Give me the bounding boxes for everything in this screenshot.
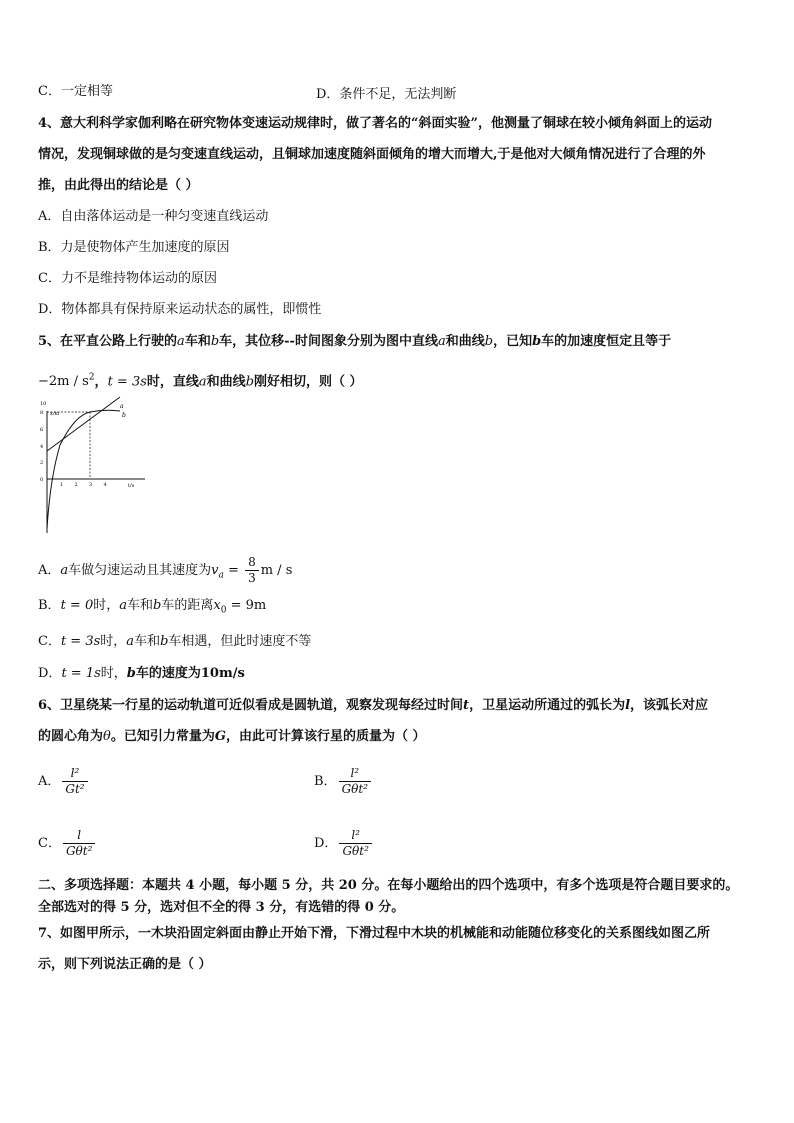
q7-stem-line1: 7、如图甲所示，一木块沿固定斜面由静止开始下滑，下滑过程中木块的机械能和动能随位移变化的关系图线如图乙所 (38, 926, 711, 941)
y-tick-label: 4 (40, 444, 44, 450)
q3-option-d: D．条件不足，无法判断 (316, 87, 457, 102)
q4-stem-line1: 4、意大利科学家伽利略在研究物体变速运动规律时，做了著名的“斜面实验”，他测量了铜球在较小倾角斜面上的运动 (38, 116, 713, 131)
q5-option-a: A．a车做匀速运动且其速度为$v_a$ = $\frac{8}{3}$ m / s (38, 555, 293, 585)
q6-option-c: C． $\frac{l}{\text{Gθt²}}$ (38, 824, 97, 864)
q5-stem-line2: $-2m / s^2$，t = 3s时，直线a和曲线b刚好相切，则（ ） (38, 373, 363, 390)
q5-stem-line1: 5、在平直公路上行驶的a车和b车，其位移--时间图象分别为图中直线a和曲线b，已知b车的加速度恒定且等于 (38, 334, 672, 349)
section2-heading-line1: 二、多项选择题：本题共 4 小题，每小题 5 分，共 20 分。在每小题给出的四个选项中，有多个选项是符合题目要求的。 (38, 878, 739, 893)
position-time-graph (40, 401, 150, 535)
q6-option-d: D． $\frac{\text{l²}}{\text{Gθt²}}$ (314, 824, 374, 864)
x-tick-labels (60, 482, 107, 488)
time-value: t = 3s (107, 374, 147, 390)
x-axis-label: t/s (128, 483, 135, 489)
option-d-fraction: $\frac{\text{l²}}{\text{Gθt²}}$ (339, 828, 371, 859)
line-a-label: a (120, 403, 124, 410)
q5-option-d: D．t = 1s时，b车的速度为10m/s (38, 666, 245, 681)
curve-b-label: b (122, 412, 126, 419)
line-a (47, 397, 120, 451)
acceleration-value: $-2m / s^2$ (38, 373, 95, 390)
q6-option-a: A． $\frac{\text{l²}}{\text{Gt²}}$ (38, 762, 90, 802)
q6-stem-line2: 的圆心角为θ。已知引力常量为G，由此可计算该行星的质量为（ ） (38, 729, 426, 744)
y-tick-label: 6 (40, 427, 44, 433)
var-b: b (484, 334, 494, 349)
x-tick-label: 2 (74, 482, 78, 488)
y-axis-label: x/m (50, 411, 60, 417)
q7-stem-line2: 示，则下列说法正确的是（ ） (38, 957, 212, 972)
q4-option-b: B．力是使物体产生加速度的原因 (38, 240, 230, 255)
x-tick-label: 3 (89, 482, 93, 488)
x-tick-label: 4 (103, 482, 107, 488)
q3-option-c: C．一定相等 (38, 84, 113, 99)
var-b-bold: b (532, 334, 542, 349)
q5-option-b: B．t = 0时，a车和b车的距离$x_0 = 9m$ (38, 598, 267, 616)
var-b: b (210, 334, 220, 349)
option-b-fraction: $\frac{\text{l²}}{\text{Gθt²}}$ (339, 766, 371, 797)
q4-stem-line2: 情况，发现铜球做的是匀变速直线运动，且铜球加速度随斜面倾角的增大而增大,于是他对大倾角情况进行了合理的外 (38, 147, 706, 162)
q4-option-a: A．自由落体运动是一种匀变速直线运动 (38, 209, 269, 224)
y-tick-label: 2 (40, 460, 44, 466)
q4-option-d: D．物体都具有保持原来运动状态的属性，即惯性 (38, 302, 322, 317)
section2-heading-line2: 全部选对的得 5 分，选对但不全的得 3 分，有选错的得 0 分。 (38, 900, 405, 915)
q4-option-c: C．力不是维持物体运动的原因 (38, 271, 217, 286)
var-a: a (437, 334, 446, 349)
q6-stem-line1: 6、卫星绕某一行星的运动轨道可近似看成是圆轨道，观察发现每经过时间t，卫星运动所通过的弧长为l，该弧长对应 (38, 698, 709, 713)
option-a-fraction: $\frac{\text{l²}}{\text{Gt²}}$ (62, 766, 87, 797)
y-tick-label: 0 (40, 477, 44, 483)
q4-stem-line3: 推，由此得出的结论是（ ） (38, 178, 199, 193)
velocity-fraction: $\frac{8}{3}$ (245, 555, 259, 586)
y-tick-labels (40, 401, 46, 483)
y-tick-label: 8 (40, 410, 44, 416)
x-tick-label: 1 (60, 482, 64, 488)
curve-b (47, 410, 120, 529)
q6-option-b: B． $\frac{\text{l²}}{\text{Gθt²}}$ (314, 762, 373, 802)
q5-option-c: C．t = 3s时，a车和b车相遇，但此时速度不等 (38, 634, 312, 649)
y-tick-label: 10 (40, 401, 47, 407)
var-a: a (177, 334, 185, 349)
option-c-fraction: $\frac{l}{\text{Gθt²}}$ (63, 828, 95, 859)
